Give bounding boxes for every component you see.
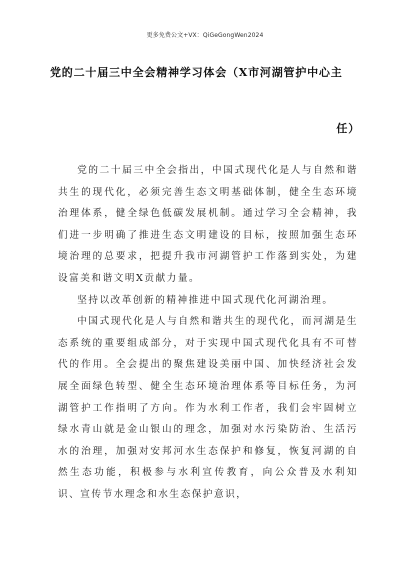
document-title-line-2: 任） — [336, 122, 360, 135]
header-note: 更多免费公文+VX：QiGeGongWen2024 — [146, 32, 264, 39]
paragraph-2: 坚持以改革创新的精神推进中国式现代化河湖治理。 — [77, 294, 334, 306]
document-body — [58, 160, 358, 506]
document-title-line-1: 党的二十届三中全会精神学习体会（X市河湖管护中心主 — [50, 66, 343, 79]
paragraph-3: 中国式现代化是人与自然和谐共生的现代化，而河湖是生态系统的重要组成部分，对于实现中国式现代化具有不可替代的作用。全会提出的聚焦建设美丽中国、加快经济社会发展全面绿色转型、健全生态环境治理体系等目标任务，为河湖管护工作指明了方向。作为水利工作者，我们会牢固树立绿水青山就是金山银山的理念，加强对水污染防治、生活污水的治理，加强对安邦河水生态保护和修复，恢复河湖的自然生态功能，积极参与水利宣传教育，向公众普及水利知识、宣传节水理念和水生态保护意识， — [58, 316, 358, 500]
paragraph-1: 党的二十届三中全会指出，中国式现代化是人与自然和谐共生的现代化，必须完善生态文明基础体制，健全生态环境治理体系，健全绿色低碳发展机制。通过学习全会精神，我们进一步明确了推进生态文明建设的目标，按照加强生态环境治理的总要求，把提升我市河湖管护工作落到实处，为建设富美和谐文明X贡献力量。 — [58, 165, 358, 284]
